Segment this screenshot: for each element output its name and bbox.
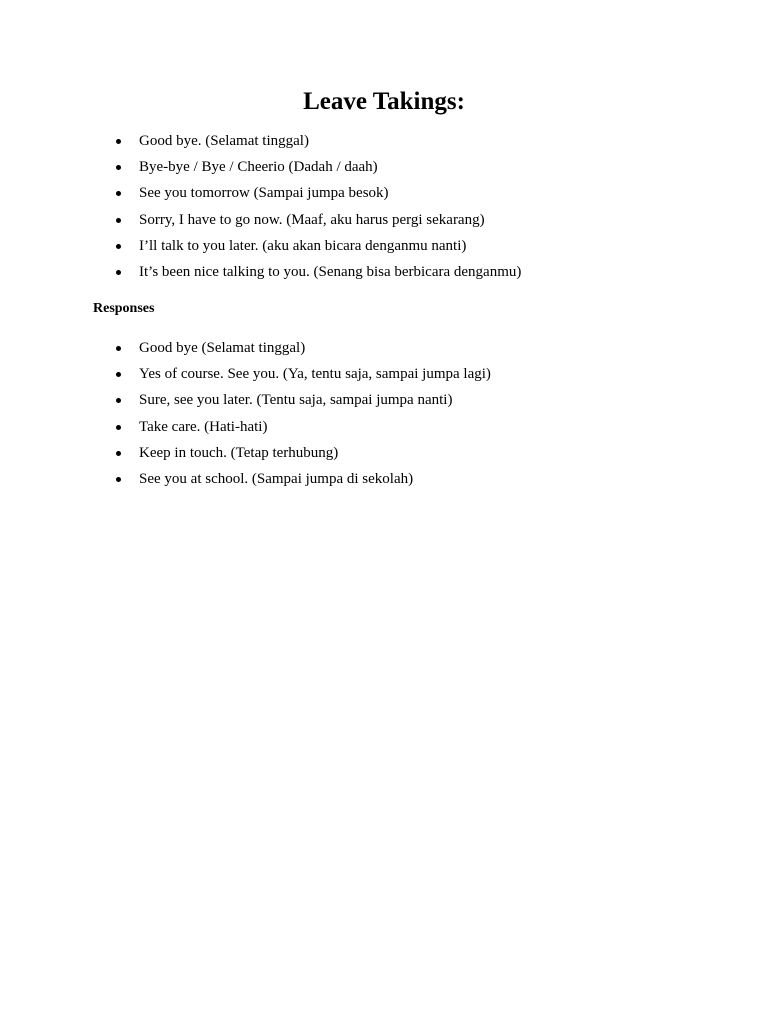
bullet-icon [116,398,121,403]
bullet-icon [116,451,121,456]
list-item [0,154,768,180]
list-item-text: Good bye (Selamat tinggal) [139,340,306,356]
list-item [0,440,768,466]
list-item-text: It’s been nice talking to you. (Senang bisa berbicara denganmu) [139,263,522,280]
list-item-text: Good bye. (Selamat tinggal) [139,133,309,149]
responses-heading: Responses [93,301,155,316]
list-item [0,180,768,206]
bullet-icon [116,270,121,275]
bullet-icon [116,165,121,170]
list-item [0,128,768,154]
bullet-icon [116,425,121,430]
bullet-icon [116,139,121,144]
list-item-text: Take care. (Hati-hati) [139,418,268,435]
list-item-text: I’ll talk to you later. (aku akan bicara denganmu nanti) [139,237,467,254]
list-item-text: See you at school. (Sampai jumpa di sekolah) [139,470,414,487]
list-item-text: Yes of course. See you. (Ya, tentu saja, sampai jumpa lagi) [139,366,491,383]
bullet-icon [116,346,121,351]
list-item [0,259,768,285]
list-item-text: Bye-bye / Bye / Cheerio (Dadah / daah) [139,159,378,176]
leave-takings-list [0,128,768,285]
list-item [0,414,768,440]
list-item [0,361,768,387]
bullet-icon [116,477,121,482]
responses-list [0,335,768,492]
list-item-text: Sorry, I have to go now. (Maaf, aku harus pergi sekarang) [139,211,485,228]
list-item-text: See you tomorrow (Sampai jumpa besok) [139,185,389,202]
list-item-text: Sure, see you later. (Tentu saja, sampai jumpa nanti) [139,392,453,409]
list-item [0,207,768,233]
page-title: Leave Takings: [303,88,465,115]
list-item [0,387,768,413]
bullet-icon [116,191,121,196]
list-item [0,233,768,259]
bullet-icon [116,372,121,377]
list-item-text: Keep in touch. (Tetap terhubung) [139,444,339,461]
list-item [0,335,768,361]
bullet-icon [116,218,121,223]
bullet-icon [116,244,121,249]
list-item [0,466,768,492]
